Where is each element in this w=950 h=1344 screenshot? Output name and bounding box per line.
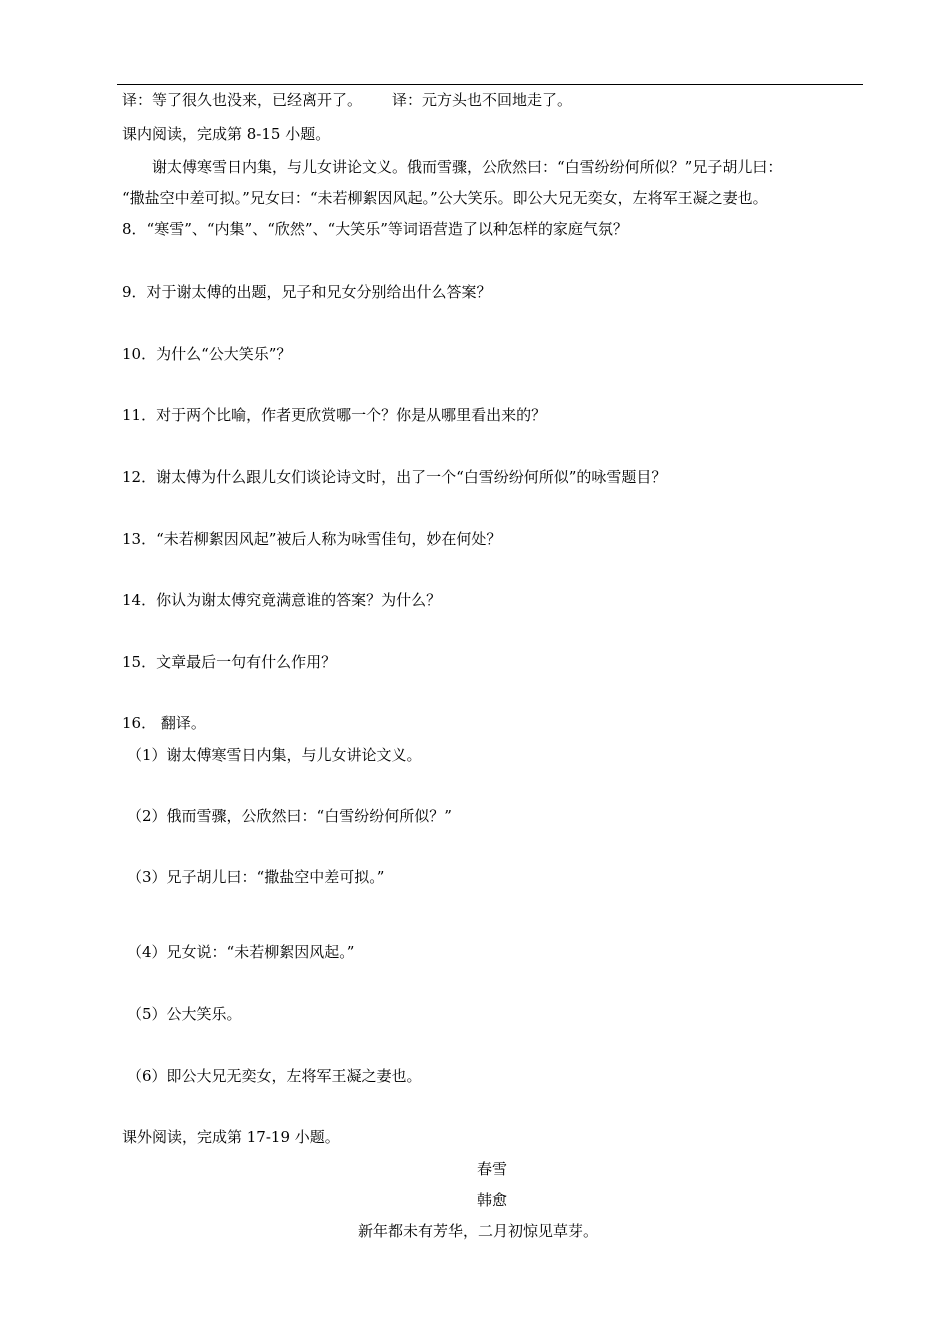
question-14: 14．你认为谢太傅究竟满意谁的答案？为什么？ xyxy=(122,591,442,609)
translation-item-6: （6）即公大兄无奕女，左将军王凝之妻也。 xyxy=(127,1067,422,1085)
section-intro-inclass: 课内阅读，完成第 8-15 小题。 xyxy=(122,125,331,143)
question-10: 10．为什么“公大笑乐”？ xyxy=(122,345,292,363)
passage-line: 谢太傅寒雪日内集，与儿女讲论文义。俄而雪骤，公欣然曰：“白雪纷纷何所似？”兄子胡儿曰： xyxy=(152,158,783,176)
question-11: 11．对于两个比喻，作者更欣赏哪一个？你是从哪里看出来的？ xyxy=(122,406,547,424)
question-9: 9．对于谢太傅的出题，兄子和兄女分别给出什么答案？ xyxy=(122,283,492,301)
poem-author: 韩愈 xyxy=(477,1191,508,1209)
translation-line xyxy=(122,90,572,110)
translation-a: 译：等了很久也没来，已经离开了。 xyxy=(122,91,363,109)
question-12: 12．谢太傅为什么跟儿女们谈论诗文时，出了一个“白雪纷纷何所似”的咏雪题目？ xyxy=(122,468,667,486)
header-rule xyxy=(117,84,863,85)
translation-item-5: （5）公大笑乐。 xyxy=(127,1005,242,1023)
question-15: 15．文章最后一句有什么作用？ xyxy=(122,653,337,671)
translation-item-1: （1）谢太傅寒雪日内集，与儿女讲论文义。 xyxy=(127,746,422,764)
poem-line: 新年都未有芳华，二月初惊见草芽。 xyxy=(358,1222,599,1240)
passage-line: “撒盐空中差可拟。”兄女曰：“未若柳絮因风起。”公大笑乐。即公大兄无奕女，左将军王凝之妻也。 xyxy=(122,189,768,207)
question-13: 13．“未若柳絮因风起”被后人称为咏雪佳句，妙在何处？ xyxy=(122,530,502,548)
question-8: 8．“寒雪”、“内集”、“欣然”、“大笑乐”等词语营造了以种怎样的家庭气氛？ xyxy=(122,220,628,238)
section-intro-outside: 课外阅读，完成第 17-19 小题。 xyxy=(122,1128,340,1146)
translation-item-3: （3）兄子胡儿曰：“撒盐空中差可拟。” xyxy=(127,868,385,886)
translation-b: 译：元方头也不回地走了。 xyxy=(392,91,573,109)
question-16-title: 16． 翻译。 xyxy=(122,714,206,732)
poem-title: 春雪 xyxy=(477,1160,508,1178)
translation-item-2: （2）俄而雪骤，公欣然曰：“白雪纷纷何所似？” xyxy=(127,807,452,825)
translation-item-4: （4）兄女说：“未若柳絮因风起。” xyxy=(127,943,355,961)
